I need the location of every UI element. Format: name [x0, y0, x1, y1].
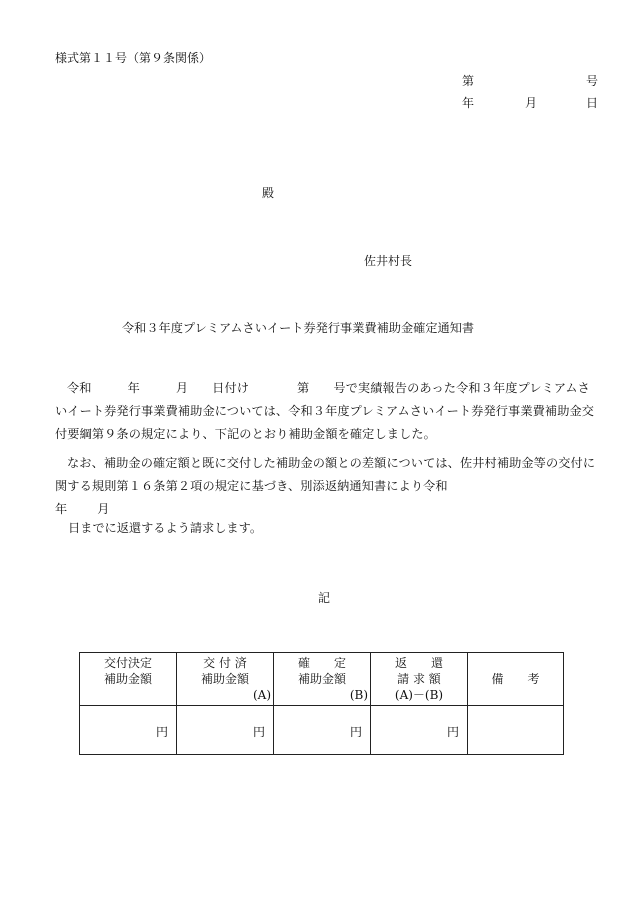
sender-name: 佐井村長 [364, 254, 413, 268]
header-sub: (A) [252, 688, 271, 702]
header-line2: 補助金額 [200, 672, 249, 686]
cell-confirmed-amount [274, 706, 371, 755]
p2-year: 年 [55, 502, 68, 516]
p1-rest: 号で実績報告のあった令和３年度プレミアムさいイート券発行事業費補助金については、令和３年度プレミアムさいイート券発行事業費補助金交付要綱第９条の規定により、下記のとおり補助金額を確定しました。 [55, 381, 595, 441]
p1-year: 年 [127, 381, 140, 395]
yen-unit: 円 [446, 725, 459, 739]
yen-unit: 円 [155, 725, 168, 739]
p1-month: 月 [175, 381, 189, 395]
form-number: 様式第１１号（第９条関係） [55, 51, 212, 65]
body-paragraph-1 [55, 377, 600, 446]
header-sub: (A)－(B) [394, 688, 444, 702]
header-decided-amount [80, 653, 177, 706]
header-paid-amount [177, 653, 274, 706]
header-line1: 交 付 済 [203, 656, 247, 670]
date-month: 月 [525, 96, 538, 110]
header-line2: 補助金額 [297, 672, 346, 686]
date-day: 日 [586, 96, 599, 110]
doc-number-prefix: 第 [462, 74, 475, 88]
header-refund-amount [371, 653, 468, 706]
cell-remarks [468, 706, 564, 755]
amount-table [79, 652, 564, 755]
p2-text: なお、補助金の確定額と既に交付した補助金の額との差額については、佐井村補助金等の交付に関する規則第１６条第２項の規定に基づき、別添返納通知書により令和 [55, 456, 596, 493]
cell-paid-amount [177, 706, 274, 755]
yen-unit: 円 [349, 725, 362, 739]
yen-unit: 円 [252, 725, 265, 739]
body-paragraph-2 [55, 452, 600, 521]
header-sub: (B) [349, 688, 368, 702]
header-line1: 交付決定 [103, 656, 152, 670]
table-row [80, 706, 564, 755]
cell-refund-amount [371, 706, 468, 755]
document-title: 令和３年度プレミアムさいイート券発行事業費補助金確定通知書 [122, 321, 475, 335]
table-header-row [80, 653, 564, 706]
header-line2: 補助金額 [103, 672, 152, 686]
p1-dated: 日付け [212, 381, 250, 395]
header-remarks [468, 653, 564, 706]
header-line2: 請 求 額 [397, 672, 441, 686]
header-line1: 確 定 [297, 656, 346, 670]
cell-decided-amount [80, 706, 177, 755]
p2-month: 月 [97, 502, 110, 516]
addressee-honorific: 殿 [262, 186, 275, 200]
p2-end: 日までに返還するよう請求します。 [68, 521, 263, 535]
p1-reiwa: 令和 [67, 381, 92, 395]
doc-number-suffix: 号 [586, 74, 599, 88]
header-confirmed-amount [274, 653, 371, 706]
p1-dai: 第 [297, 381, 310, 395]
header-line1: 返 還 [394, 656, 443, 670]
header-line2: 備 考 [491, 672, 540, 686]
date-year: 年 [462, 96, 475, 110]
ki-heading: 記 [318, 591, 331, 605]
